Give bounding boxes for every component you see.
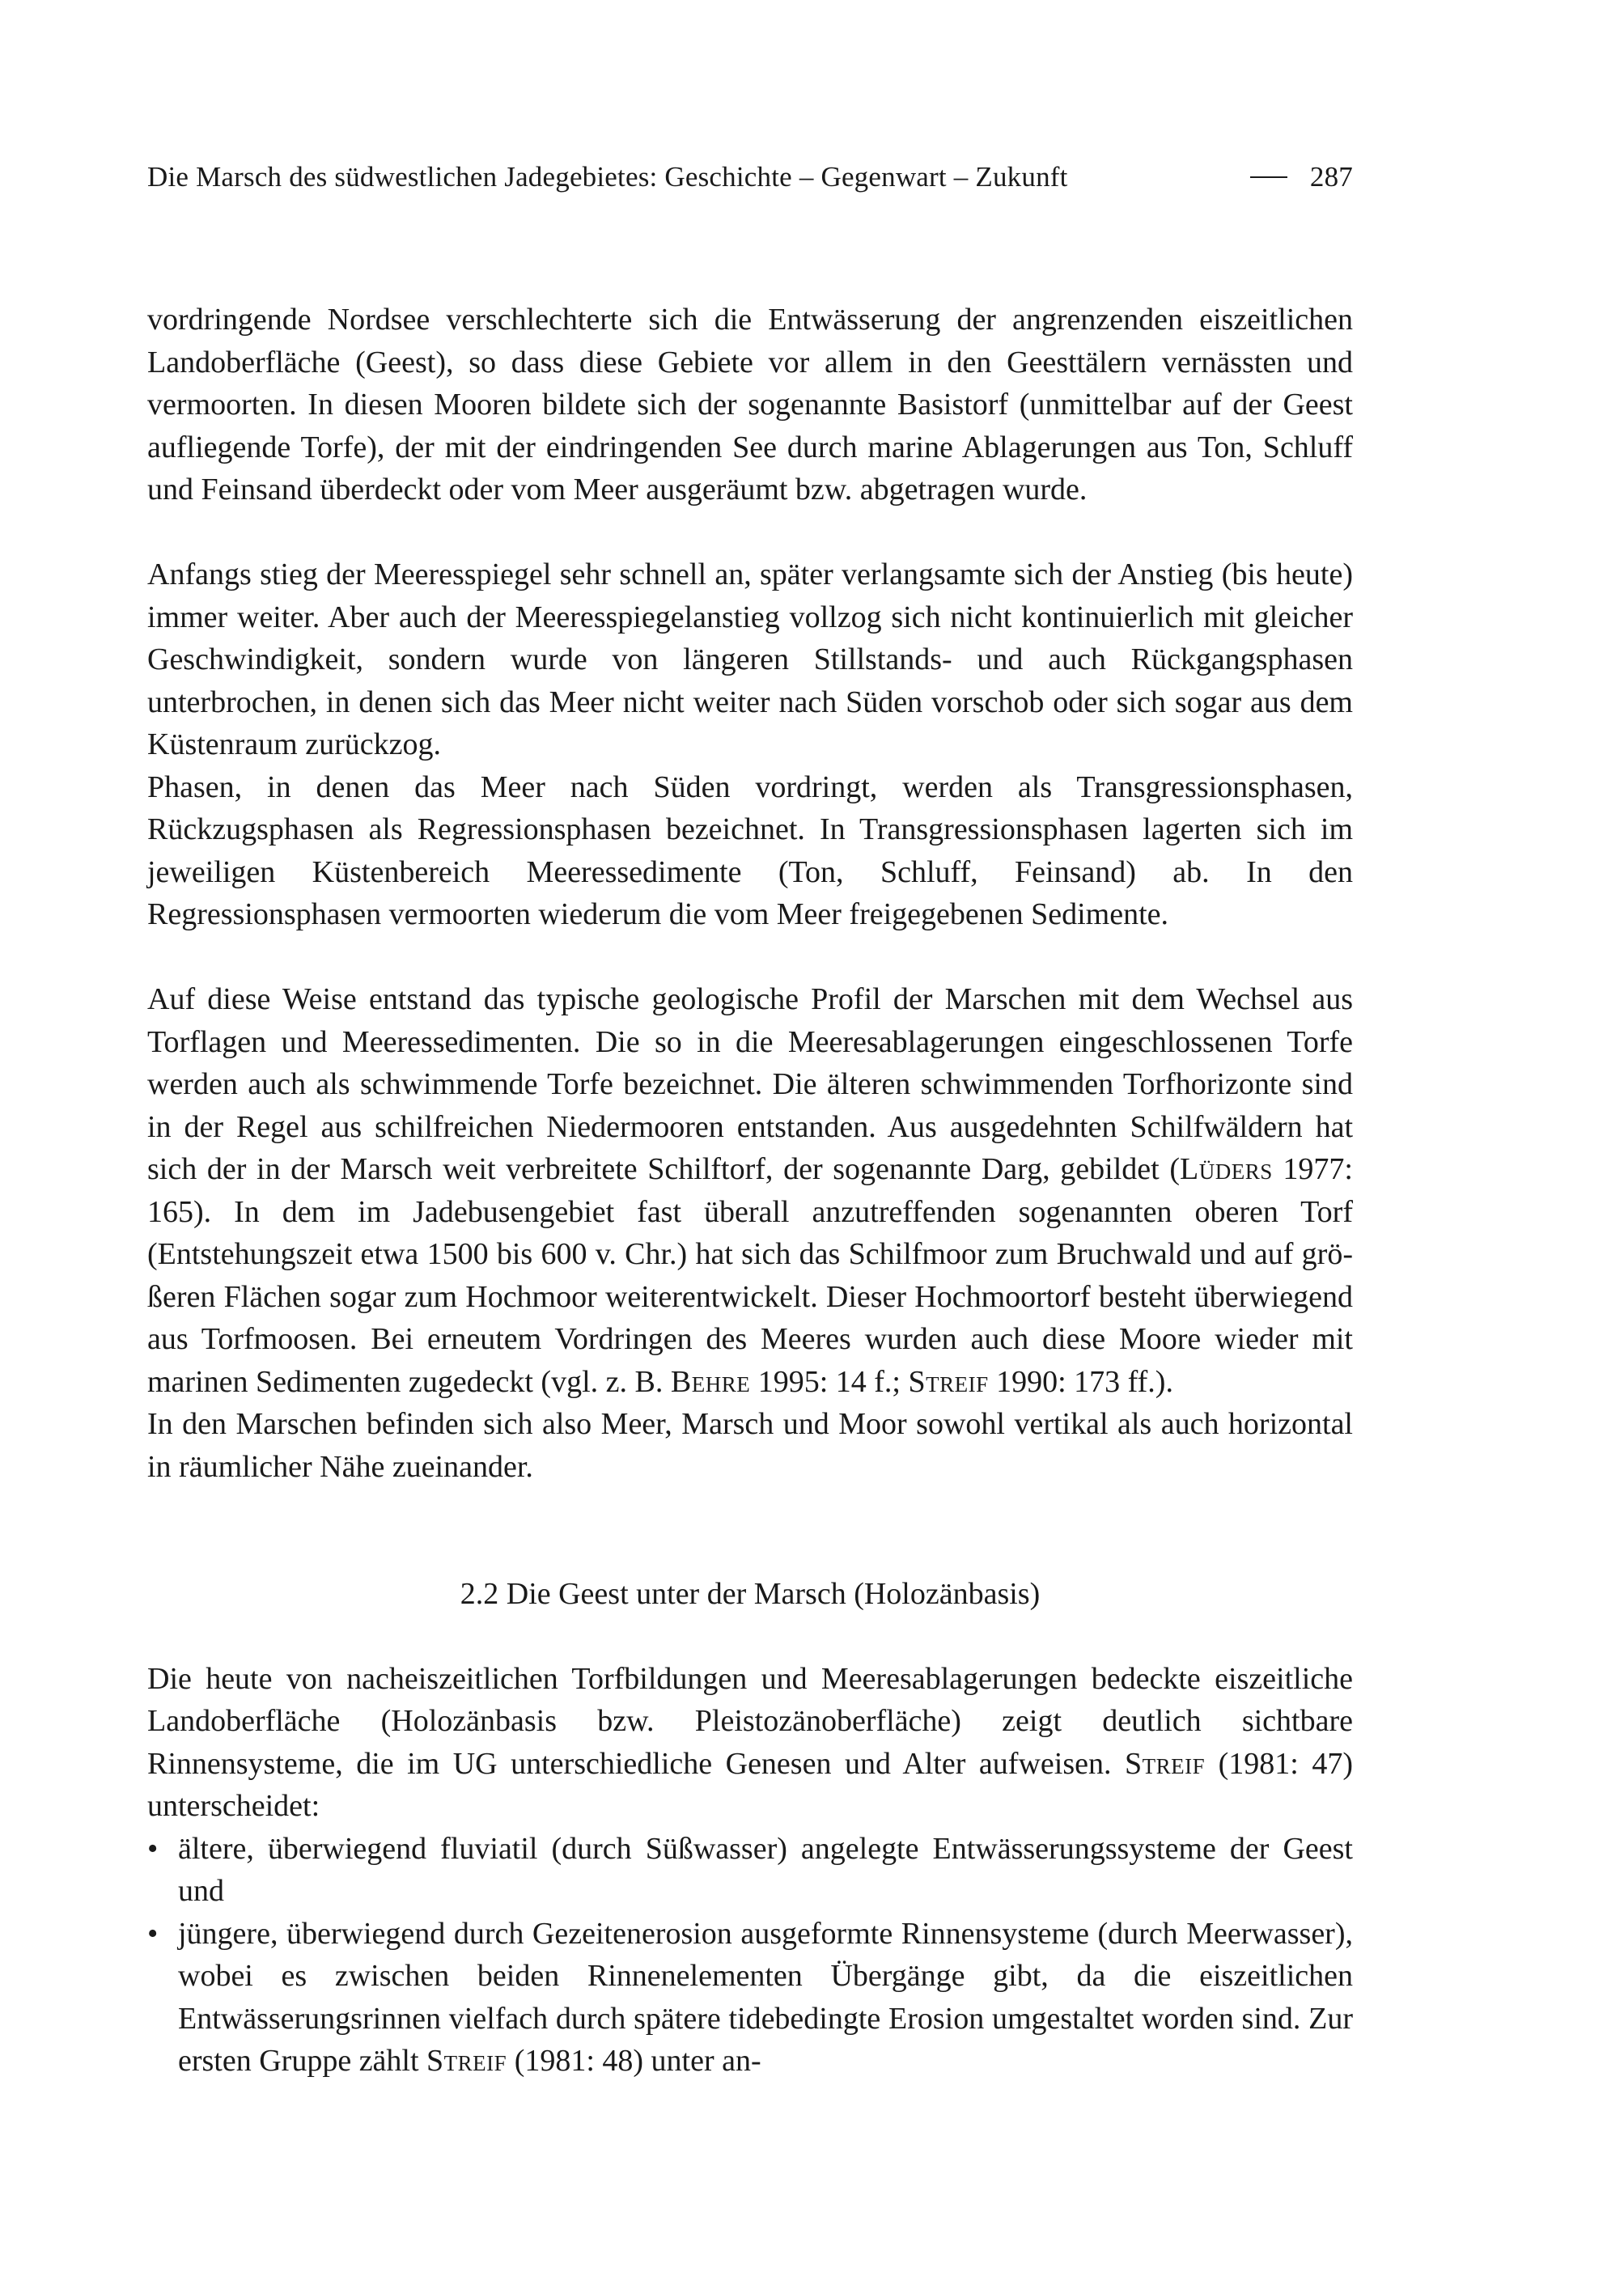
paragraph-4-text-c: 1995: 14 f.; [750,1364,909,1399]
paragraph-5: In den Marschen befinden sich also Meer, Marsch und Moor sowohl vertikal als auch horizontal in räumlicher Nähe zueinander. [147,1407,1353,1484]
citation-author: Behre [670,1364,751,1399]
citation-author: Streif [908,1364,989,1399]
paragraph-4 [147,978,1353,1403]
bullet-item-2 [147,1913,1353,2083]
citation-author: Streif [426,2044,507,2078]
bullet-item-1-text: ältere, überwiegend fluviatil (durch Süßwasser) angelegte Entwässerungssysteme der Geest und [178,1831,1353,1908]
section-heading: 2.2 Die Geest unter der Marsch (Holozänbasis) [460,1577,1041,1611]
paragraph-1: vordringende Nordsee verschlechterte sich die Entwässerung der angrenzenden eiszeitlichen Landoberfläche (Geest), so dass diese Gebiete vor allem in den Geesttälern vernässten und vermoorten. In diesen Mooren bildete sich der sogenannte Basistorf (unmittelbar auf der Geest aufliegende Torfe), der mit der eindringenden See durch marine Ablagerungen aus Ton, Schluff und Feinsand überdeckt oder vom Meer ausgeräumt bzw. abgetragen wurde. [147,303,1353,506]
document-page [147,158,1353,2083]
bullet-list [147,1828,1353,2083]
paragraph-2: Anfangs stieg der Meeresspiegel sehr schnell an, später verlangsamte sich der Anstieg (bis heute) immer weiter. Aber auch der Meeresspiegelanstieg vollzog sich nicht kontinuierlich mit gleicher Geschwindigkeit, sondern wurde von längeren Stillstands- und auch Rückgangsphasen unterbrochen, in denen sich das Meer nicht weiter nach Süden vorschob oder sich sogar aus dem Küstenraum zurückzog. [147,557,1353,761]
citation-author: Streif [1124,1746,1206,1781]
header-dash [1250,176,1287,178]
bullet-item-1 [147,1828,1353,1913]
paragraph-3: Phasen, in denen das Meer nach Süden vordringt, werden als Transgressionsphasen, Rückzugsphasen als Regressionsphasen bezeichnet. In Transgressionsphasen lagerten sich im jeweiligen Küstenbereich Meeressedimente (Ton, Schluff, Feinsand) ab. In den Regressionsphasen vermoorten wiederum die vom Meer freigegebenen Sedimente. [147,769,1353,931]
bullet-item-2-text-a: jüngere, überwiegend durch Gezeitenerosion ausgeformte Rinnensysteme (durch Meerwasser), wobei es zwischen beiden Rinnenelementen Übergänge gibt, da die eiszeitlichen Entwässerungsrinnen vielfach durch spätere tidebedingte Erosion umgestaltet worden sind. Zur ersten Gruppe zählt [178,1916,1353,2078]
paragraph-4-text-d: 1990: 173 ff.). [988,1364,1173,1399]
page-number: 287 [1309,161,1353,193]
section-intro [147,1658,1353,1828]
section-intro-text-b: (1981: 47) unterscheidet: [147,1746,1353,1823]
running-title: Die Marsch des südwestlichen Jadegebietes: Geschichte – Gegenwart – Zukunft [147,161,1068,193]
paragraph-4-text-b: 1977: 165). In dem im Jadebusengebiet fast überall anzutreffenden sogenannten oberen Torf (Entstehungszeit etwa 1500 bis 600 v. Chr.) hat sich das Schilfmoor zum Bruchwald und auf größeren Flächen sogar zum Hochmoor weiterentwickelt. Dieser Hochmoortorf besteht überwiegend aus Torfmoosen. Bei erneutem Vordringen des Meeres wurden auch diese Moore wieder mit marinen Sedimenten zugedeckt (vgl. z. B. [147,1152,1353,1399]
paragraph-4-text-a: Auf diese Weise entstand das typische geologische Profil der Marschen mit dem Wechsel aus Torflagen und Meeressedimenten. Die so in die Meeresablagerungen eingeschlossenen Torfe werden auch als schwimmende Torfe bezeichnet. Die älteren schwimmenden Torfhorizonte sind in der Regel aus schilfreichen Niedermooren entstanden. Aus ausgedehnten Schilfwäldern hat sich der in der Marsch weit verbreitete Schilftorf, der sogenannte Darg, gebildet ( [147,982,1353,1186]
bullet-icon: • [147,1831,159,1866]
running-header [147,158,1353,197]
header-page-info [1250,158,1353,197]
bullet-item-2-text-b: (1981: 48) unter an- [507,2044,761,2078]
bullet-icon: • [147,1916,159,1951]
body-text [147,299,1353,2083]
citation-author: Lüders [1180,1152,1273,1186]
section-intro-text-a: Die heute von nacheiszeitlichen Torfbildungen und Meeresablagerungen bedeckte eiszeitliche Landoberfläche (Holozänbasis bzw. Pleistozänoberfläche) zeigt deutlich sichtbare Rinnensysteme, die im UG unterschiedliche Genesen und Alter aufweisen. [147,1661,1353,1781]
